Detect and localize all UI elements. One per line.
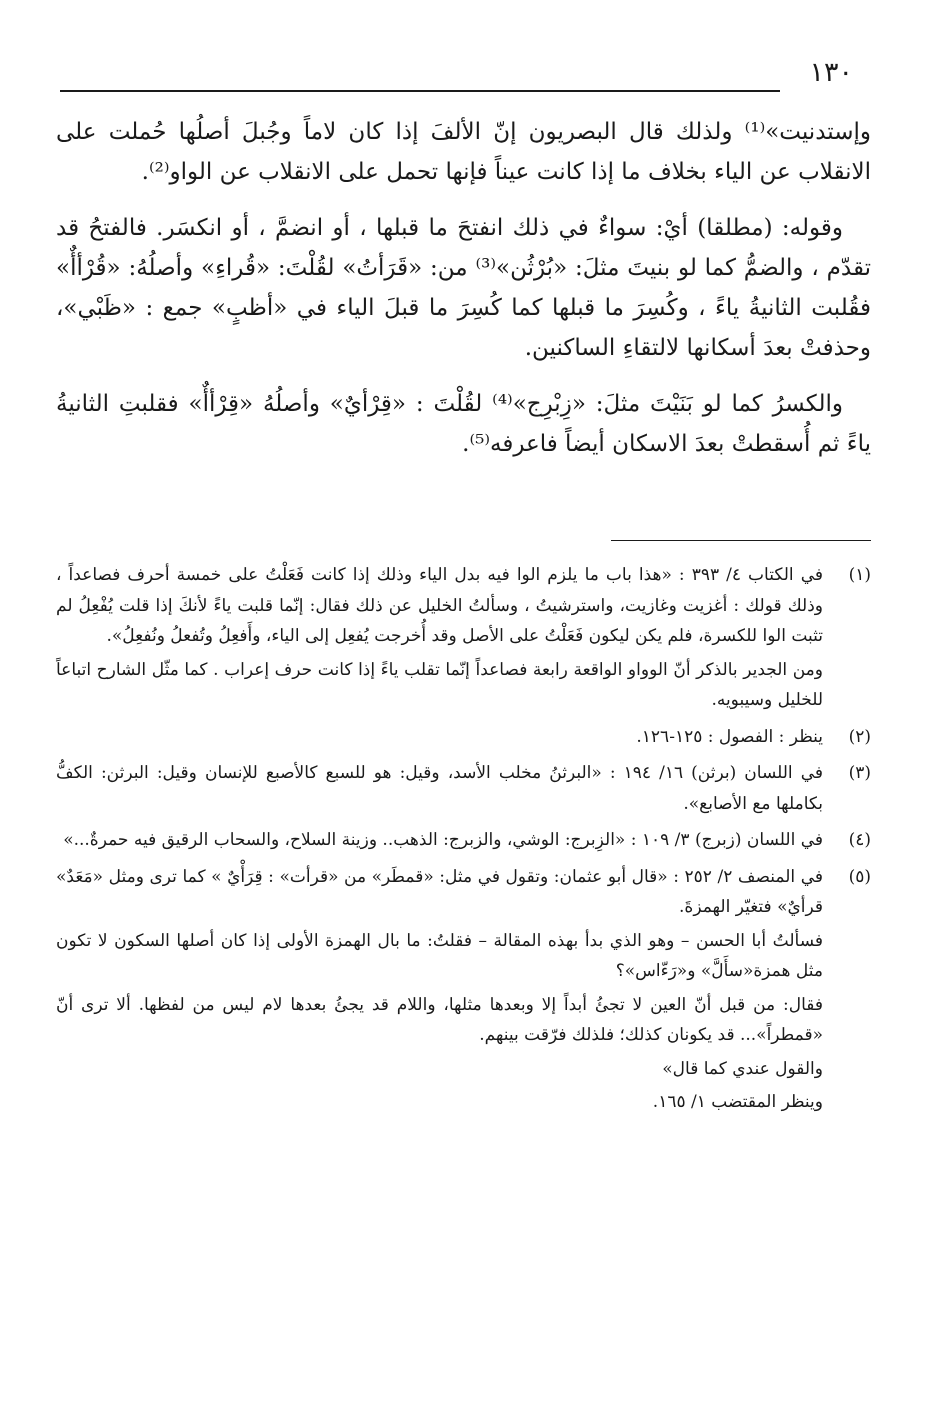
main-paragraph-1: وإستدنيت»⁽¹⁾ ولذلك قال البصريون إنّ الألفَ إذا كان لاماً وجُبلَ أصلُها حُملت على الانقلاب عن الياء بخلاف ما إذا كانت عيناً فإنها تحمل على الانقلاب عن الواو⁽²⁾. bbox=[56, 119, 871, 185]
footnote-paragraph: في الكتاب ٤/ ٣٩٣ : «هذا باب ما يلزم الوا فيه بدل الياء وذلك إذا كانت فَعَلْتُ على خمسة أحرف فصاعداً ، وذلك قولك : أغزيت وغازيت، واسترشيتُ ، وسألتُ الخليل عن ذلك فقال: إنّما قلبت ياءً لأنكَ إذا قلت يُفْعِلُ لم تثبت الوا للكسرة، فلم يكن ليكون فَعَلْتُ على الأصل وقد أُخرجت يُفعِل إلى الياء، وأَفعِلُ وتُفعلُ ونُفعِلُ». bbox=[56, 565, 823, 646]
footnote-number: (٢) bbox=[848, 726, 871, 747]
footnotes bbox=[56, 560, 871, 1124]
footnote-body bbox=[56, 862, 823, 1121]
footnote-paragraph: ينظر : الفصول : ١٢٥-١٢٦. bbox=[636, 726, 823, 747]
footnote-body bbox=[56, 560, 823, 719]
footnote-paragraph: في المنصف ٢/ ٢٥٢ : «قال أبو عثمان: وتقول في مثل: «قمطَر» من «قرأت» : قِرَأْيٌ » كما ترى ومثل «مَعَدٌ» قرأيٌ» فتغيّر الهمزةَ. bbox=[56, 866, 823, 917]
footnote-paragraph: فقال: من قبل أنّ العين لا تجئُ أبداً إلا وبعدها مثلها، واللام قد يجئُ بعدها لام ليس من لفظها. ألا ترى أنّ «قمطراً»... قد يكونان كذلك؛ فلذلك فرّقت بينهم. bbox=[56, 994, 823, 1045]
footnote-1 bbox=[56, 560, 871, 719]
footnote-5 bbox=[56, 862, 871, 1121]
header-rule bbox=[60, 90, 780, 92]
footnote-body bbox=[56, 722, 823, 756]
footnote-number: (١) bbox=[848, 565, 871, 585]
main-text bbox=[56, 112, 871, 480]
footnotes-divider bbox=[611, 540, 871, 541]
footnote-3 bbox=[56, 758, 871, 822]
footnote-paragraph: في اللسان (زبرج) ٣/ ١٠٩ : «الزِبرج: الوشي، والزبرج: الذهب.. وزينة السلاح، والسحاب الرقيق فيه حمرةٌ...» bbox=[63, 830, 823, 850]
footnote-number: (٣) bbox=[848, 763, 871, 783]
footnote-paragraph: والقول عندي كما قال» bbox=[662, 1058, 823, 1079]
main-paragraph-2: وقوله: (مطلقا) أيْ: سواءٌ في ذلك انفتحَ ما قبلها ، أو انضمَّ ، أو انكسَر. فالفتحُ قد تقدّم ، والضمُّ كما لو بنيتَ مثلَ: «بُرْثُن»⁽³⁾ من: «قَرَأتُ» لقُلْتَ: «قُراءِ» وأصلُهُ: «قُرْأأٌ» فقُلبت الثانيةُ ياءً ، وكُسِرَ ما قبلها كما كُسِرَ ما قبلَ الياء في «أظبٍ» جمع : «ظَبْي»، وحذفتْ بعدَ أسكانها لالتقاءِ الساكنين. bbox=[56, 215, 871, 361]
footnote-2 bbox=[56, 722, 871, 756]
footnote-paragraph: ومن الجدير بالذكر أنّ الوواو الواقعة رابعة فصاعداً إنّما تقلب ياءً إذا كانت حرف إعراب . كما مثّل الشارح اتباعاً للخليل وسيبويه. bbox=[56, 659, 823, 710]
footnote-body bbox=[56, 758, 823, 822]
footnote-number: (٥) bbox=[848, 866, 871, 887]
footnote-4 bbox=[56, 825, 871, 859]
page-number: ١٣٠ bbox=[809, 57, 853, 88]
main-paragraph-3: والكسرُ كما لو بَنَيْتَ مثلَ: «زِبْرِج»⁽⁴⁾ لقُلْتَ : «قِرْأيٌ» وأصلُهُ «قِرْأأٌ» فقلبتِ الثانيةُ ياءً ثم أُسقطتْ بعدَ الاسكان أيضاً فاعرفه⁽⁵⁾. bbox=[56, 391, 871, 457]
footnote-paragraph: وينظر المقتضب ١/ ١٦٥. bbox=[652, 1092, 823, 1112]
footnote-body bbox=[56, 825, 823, 859]
footnote-number: (٤) bbox=[848, 830, 871, 850]
footnote-paragraph: فسألتُ أبا الحسن – وهو الذي بدأ بهذه المقالة – فقلتُ: ما بال الهمزة الأولى إذا كان أصلها السكون لا تكون مثل همزة«سأَلَّ» و«رَءّاس»؟ bbox=[56, 930, 823, 981]
footnote-paragraph: في اللسان (برثن) ١٦/ ١٩٤ : «البرثنُ مخلب الأسد، وقيل: هو للسبع كالأصبع للإنسان وقيل: البرثن: الكفُّ بكاملها مع الأصابع». bbox=[56, 763, 823, 814]
